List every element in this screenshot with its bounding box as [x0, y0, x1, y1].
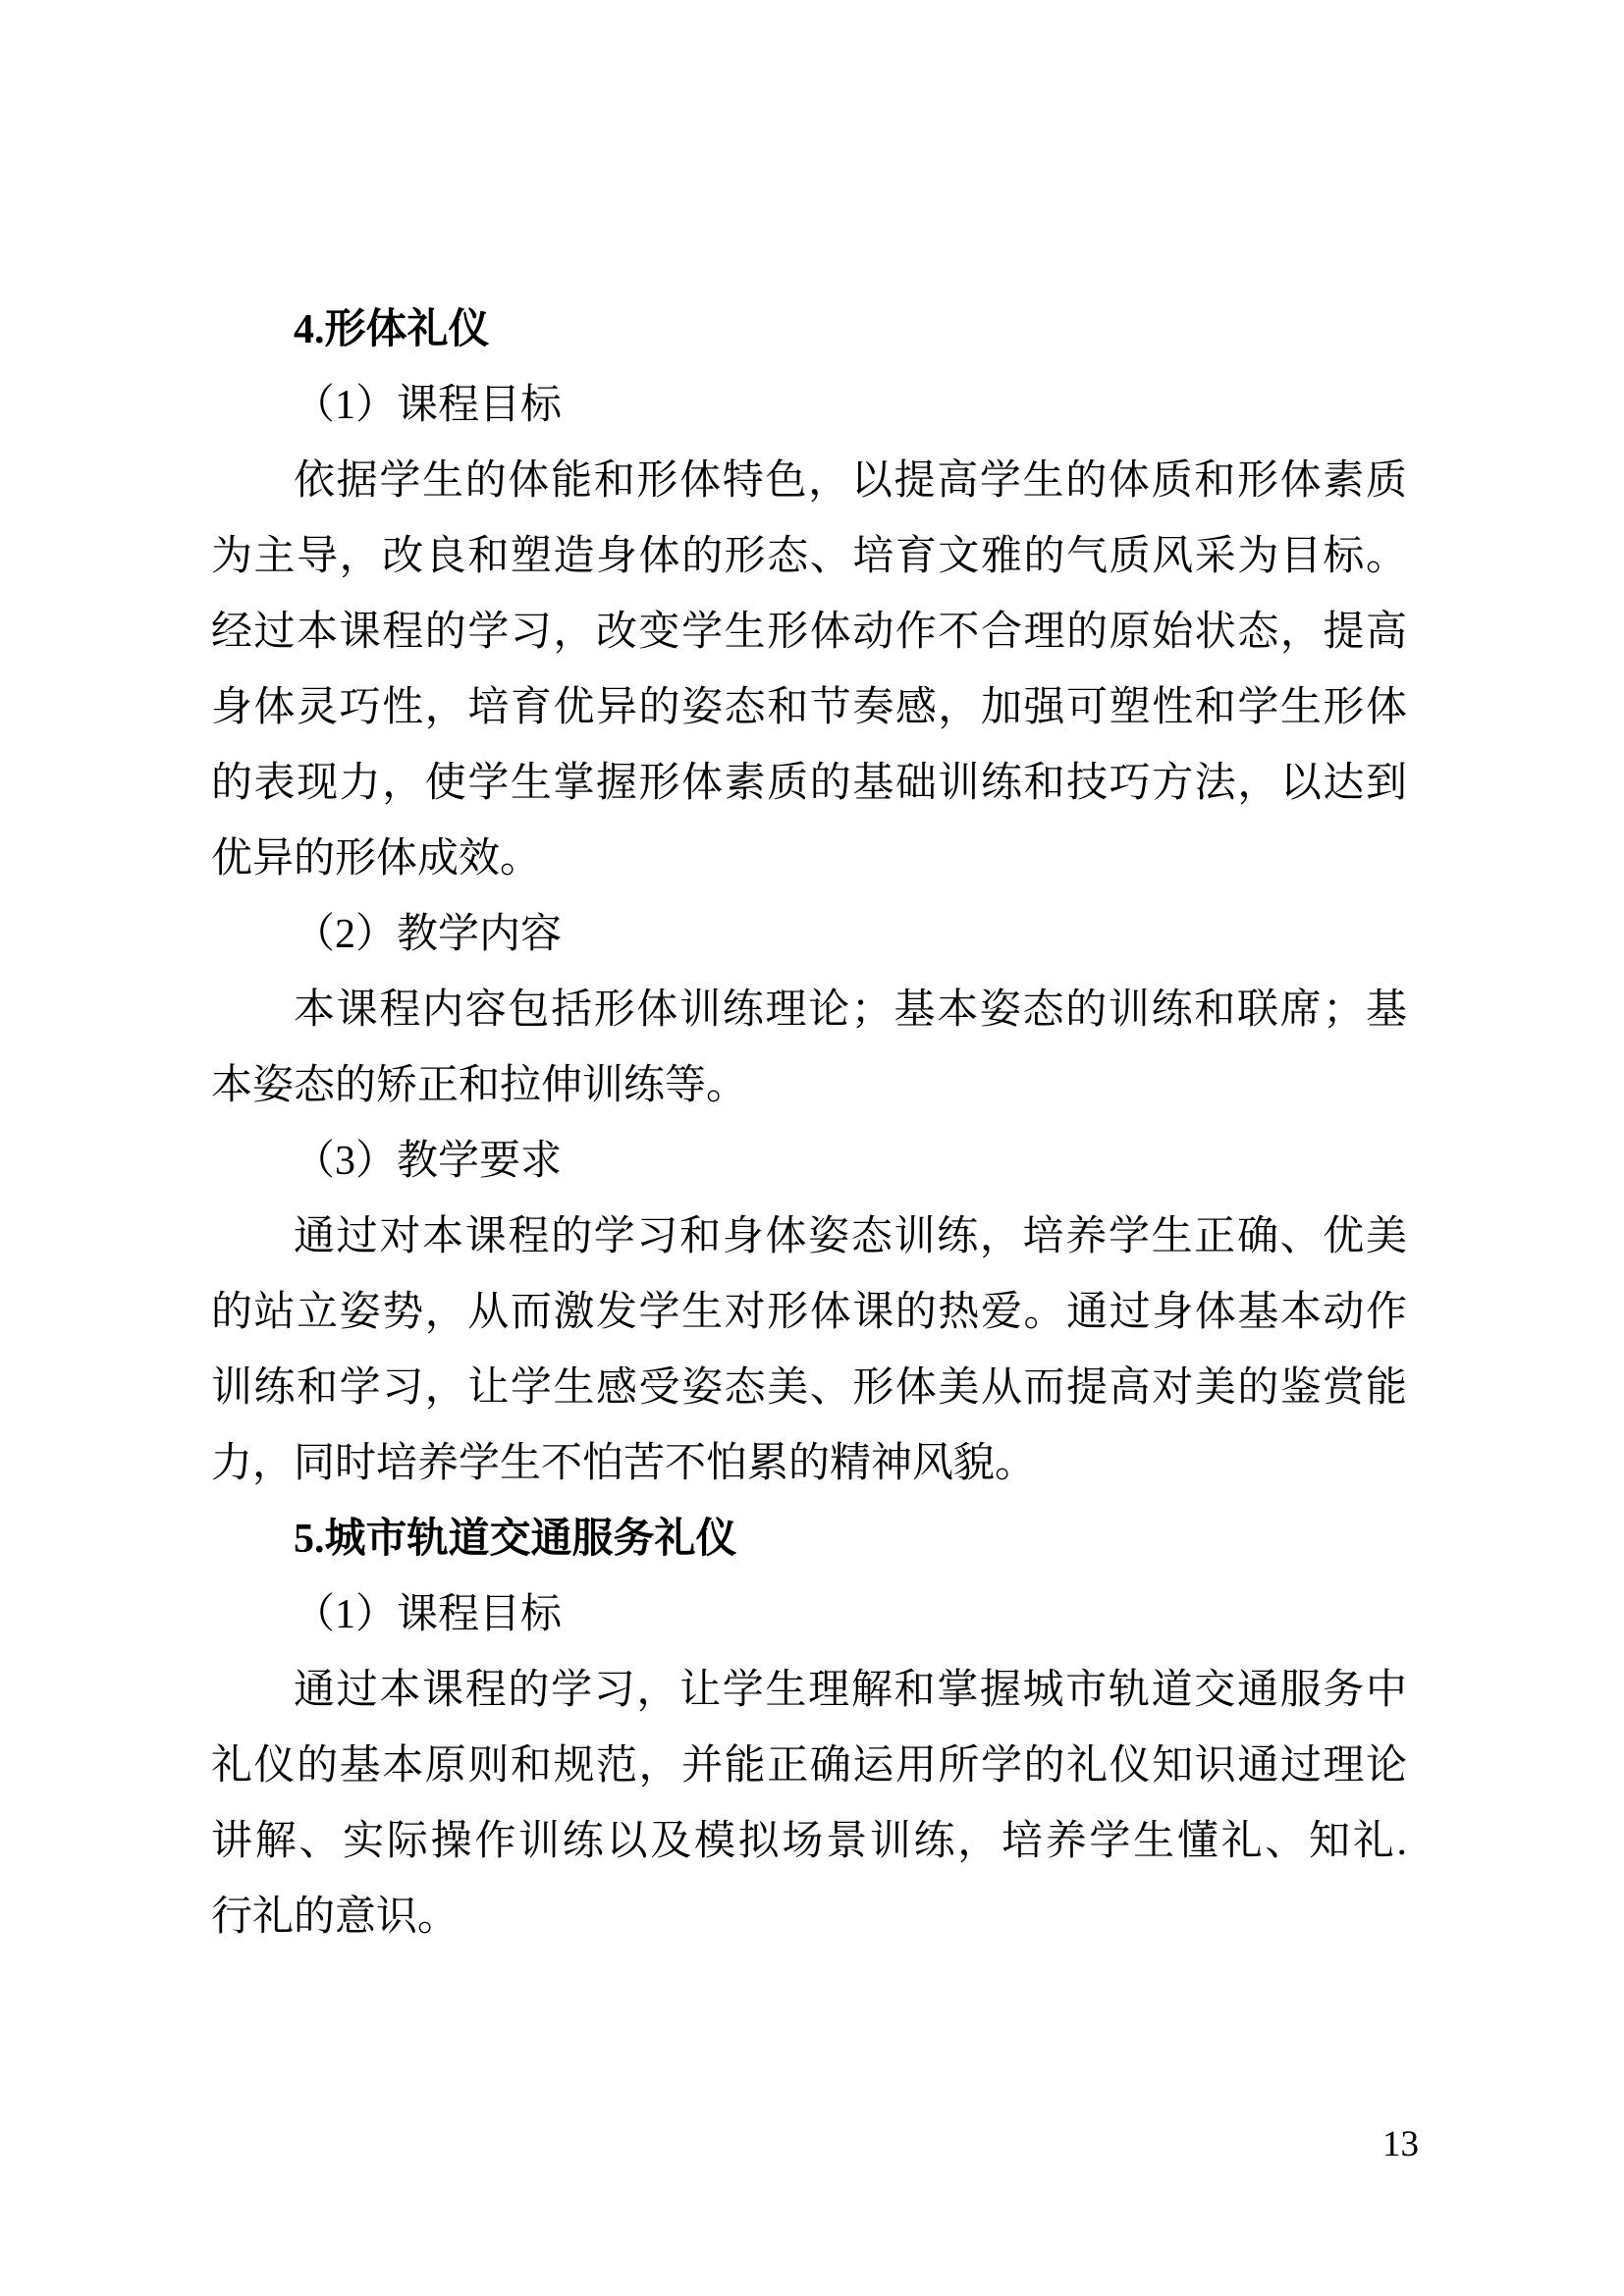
paragraph-line: 行礼的意识。	[211, 1895, 460, 1940]
paragraph-line: 的表现力，使学生掌握形体素质的基础训练和技巧方法，以达到	[211, 761, 1407, 806]
paragraph-line: 优异的形体成效。	[211, 836, 542, 881]
page-body	[211, 293, 1407, 1955]
subheading-4-3: （3）教学要求	[294, 1139, 563, 1184]
paragraph-line: 讲解、实际操作训练以及模拟场景训练，培养学生懂礼、知礼.	[211, 1819, 1407, 1864]
paragraph-line: 礼仪的基本原则和规范，并能正确运用所学的礼仪知识通过理论	[211, 1743, 1407, 1789]
paragraph-line: 依据学生的体能和形体特色，以提高学生的体质和形体素质	[294, 458, 1407, 504]
subheading-5-1: （1）课程目标	[294, 1592, 563, 1637]
paragraph-line: 的站立姿势，从而激发学生对形体课的热爱。通过身体基本动作	[211, 1290, 1407, 1335]
paragraph-line: 为主导，改良和塑造身体的形态、培育文雅的气质风采为目标。	[211, 534, 1407, 579]
paragraph-line: 力，同时培养学生不怕苦不怕累的精神风貌。	[211, 1441, 1037, 1486]
subheading-4-1: （1）课程目标	[294, 383, 563, 428]
page-number: 13	[1382, 2124, 1419, 2164]
paragraph-line: 经过本课程的学习，改变学生形体动作不合理的原始状态，提高	[211, 610, 1407, 655]
paragraph-line: 本课程内容包括形体训练理论；基本姿态的训练和联席；基	[294, 988, 1407, 1033]
paragraph-line: 训练和学习，让学生感受姿态美、形体美从而提高对美的鉴赏能	[211, 1365, 1407, 1411]
section-heading-4: 4.形体礼仪	[294, 307, 490, 352]
paragraph-line: 通过对本课程的学习和身体姿态训练，培养学生正确、优美	[294, 1214, 1407, 1259]
paragraph-line: 本姿态的矫正和拉伸训练等。	[211, 1063, 748, 1108]
paragraph-line: 通过本课程的学习，让学生理解和掌握城市轨道交通服务中	[294, 1668, 1407, 1713]
subheading-4-2: （2）教学内容	[294, 912, 563, 957]
section-heading-5: 5.城市轨道交通服务礼仪	[294, 1517, 737, 1562]
paragraph-line: 身体灵巧性，培育优异的姿态和节奏感，加强可塑性和学生形体	[211, 685, 1407, 730]
